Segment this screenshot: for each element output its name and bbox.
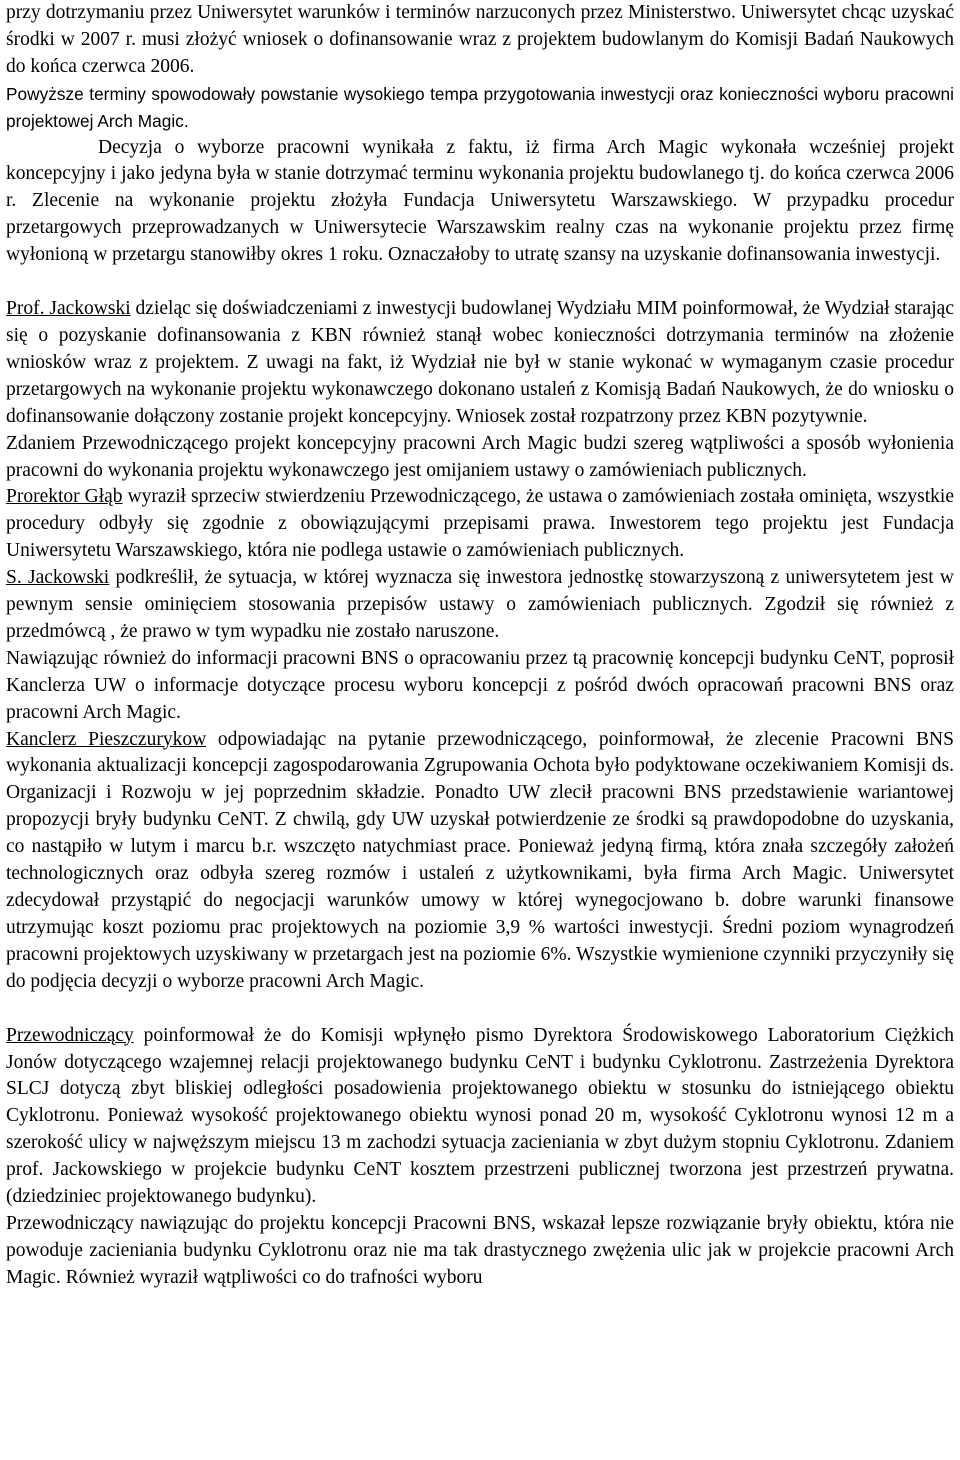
paragraph-s-jackowski [6, 565, 954, 646]
speaker-name: Kanclerz Pieszczurykow [6, 728, 207, 750]
paragraph-chairman-opinion [6, 431, 954, 485]
paragraph-text: Zdaniem Przewodniczącego projekt koncepcyjny pracowni Arch Magic budzi szereg wątpliwości a sposób wyłonienia pracowni do wykonania projektu wykonawczego jest omijaniem ustawy o zamówieniach publicznych. [6, 432, 954, 481]
paragraph-prof-jackowski [6, 296, 954, 431]
paragraph-text: Decyzja o wyborze pracowni wynikała z faktu, iż firma Arch Magic wykonała wcześniej projekt koncepcyjny i jako jedyna była w stanie dotrzymać terminu wykonania projektu budowlanego tj. do końca czerwca 2006 r. Zlecenie na wykonanie projektu złożyła Fundacja Uniwersytetu Warszawskiego. W przypadku procedur przetargowych przeprowadzanych w Uniwersytecie Warszawskim realny czas na wykonanie projektu przez firmę wyłonioną w przetargu stanowiłby okres 1 roku. Oznaczałoby to utratę szansy na uzyskanie dofinansowania inwestycji. [6, 136, 954, 266]
paragraph-przewodniczacy-bns [6, 1211, 954, 1292]
paragraph-spacer [6, 269, 954, 296]
speaker-name: Przewodniczący [6, 1024, 134, 1046]
paragraph-selection-decision [6, 135, 954, 270]
paragraph-text: przy dotrzymaniu przez Uniwersytet warunków i terminów narzuconych przez Ministerstwo. Uniwersytet chcąc uzyskać środki w 2007 r. musi złożyć wniosek o dofinansowanie wraz z projektem budowlanym do Komisji Badań Naukowych do końca czerwca 2006. [6, 2, 954, 77]
paragraph-text: poinformował że do Komisji wpłynęło pismo Dyrektora Środowiskowego Laboratorium Ciężkich Jonów dotyczącego wzajemnej relacji projektowanego budynku CeNT i budynku Cyklotronu. Zastrzeżenia Dyrektora SLCJ dotyczą zbyt bliskiej odległości posadowienia projektowanego obiektu w stosunku do istniejącego obiektu Cyklotronu. Ponieważ wysokość projektowanego obiektu wynosi ponad 20 m, wysokość Cyklotronu wynosi 12 m a szerokość ulicy w najwęższym miejscu 13 m zachodzi sytuacja zacieniania w zbyt dużym stopniu Cyklotronu. Zdaniem prof. Jackowskiego w projekcie budynku CeNT kosztem przestrzeni publicznej tworzona jest przestrzeń prywatna. (dziedziniec projektowanego budynku). [6, 1024, 954, 1208]
paragraph-text: Powyższe terminy spowodowały powstanie wysokiego tempa przygotowania inwestycji oraz konieczności wyboru pracowni projektowej Arch Magic. [6, 83, 954, 131]
speaker-name: Prof. Jackowski [6, 298, 131, 320]
speaker-name: Prorektor Głąb [6, 486, 123, 508]
paragraph-text: Przewodniczący nawiązując do projektu koncepcji Pracowni BNS, wskazał lepsze rozwiązanie bryły obiektu, która nie powoduje zacieniania budynku Cyklotronu oraz nie ma tak drastycznego zwężenia ulic jak w projekcie pracowni Arch Magic. Również wyraził wątpliwości co do trafności wyboru [6, 1212, 954, 1288]
paragraph-text: podkreślił, że sytuacja, w której wyznacza się inwestora jednostkę stowarzyszoną z uniwersytetem jest w pewnym sensie ominięciem stosowania przepisów ustawy o zamówieniach publicznych. Zgodził się również z przedmówcą , że prawo w tym wypadku nie zostało naruszone. [6, 567, 954, 642]
speaker-name: S. Jackowski [6, 567, 110, 589]
paragraph-deadline-consequences [6, 81, 954, 135]
paragraph-funding-terms [6, 0, 954, 81]
paragraph-kanclerz [6, 727, 954, 996]
paragraph-spacer [6, 996, 954, 1023]
paragraph-przewodniczacy-letter [6, 1023, 954, 1211]
paragraph-text: dzieląc się doświadczeniami z inwestycji budowlanej Wydziału MIM poinformował, że Wydział starając się o pozyskanie dofinansowania z KBN również stanął wobec konieczności dotrzymania terminów na złożenie wniosków wraz z projektem. Z uwagi na fakt, iż Wydział nie był w stanie wykonać w wymaganym czasie procedur przetargowych na wykonanie projektu wykonawczego dokonano ustaleń z Komisją Badań Naukowych, że do wniosku o dofinansowanie dołączony zostanie projekt koncepcyjny. Wniosek został rozpatrzony przez KBN pozytywnie. [6, 298, 954, 427]
paragraph-text: Nawiązując również do informacji pracowni BNS o opracowaniu przez tą pracownię koncepcji budynku CeNT, poprosił Kanclerza UW o informacje dotyczące procesu wyboru koncepcji z pośród dwóch opracowań pracowni BNS oraz pracowni Arch Magic. [6, 647, 954, 723]
paragraph-text: wyraził sprzeciw stwierdzeniu Przewodniczącego, że ustawa o zamówieniach została ominięta, wszystkie procedury odbyły się zgodnie z obowiązującymi przepisami prawa. Inwestorem tego projektu jest Fundacja Uniwersytetu Warszawskiego, która nie podlega ustawie o zamówieniach publicznych. [6, 486, 954, 562]
paragraph-bns-concept [6, 646, 954, 727]
paragraph-prorektor-glab [6, 484, 954, 565]
paragraph-text: odpowiadając na pytanie przewodniczącego, poinformował, że zlecenie Pracowni BNS wykonania aktualizacji koncepcji zagospodarowania Zgrupowania Ochota było podyktowane oczekiwaniem Komisji ds. Organizacji i Rozwoju w jej poprzednim składzie. Ponadto UW zlecił pracowni BNS przedstawienie wariantowej propozycji bryły budynku CeNT. Z chwilą, gdy UW uzyskał potwierdzenie ze środki są prawdopodobne do uzyskania, co nastąpiło w lutym i marcu b.r. wszczęto natychmiast prace. Ponieważ jedyną firmą, która znała szczegóły założeń technologicznych oraz odbyła szereg rozmów i ustaleń z użytkownikami, była firma Arch Magic. Uniwersytet zdecydował przystąpić do negocjacji warunków umowy w której wynegocjowano b. dobre warunki finansowe utrzymując koszt poziomu prac projektowych na poziomie 3,9 % wartości inwestycji. Średni poziom wynagrodzeń pracowni projektowych uzyskiwany w przetargach jest na poziomie 6%. Wszystkie wymienione czynniki przyczyniły się do podjęcia decyzji o wyborze pracowni Arch Magic. [6, 728, 954, 992]
